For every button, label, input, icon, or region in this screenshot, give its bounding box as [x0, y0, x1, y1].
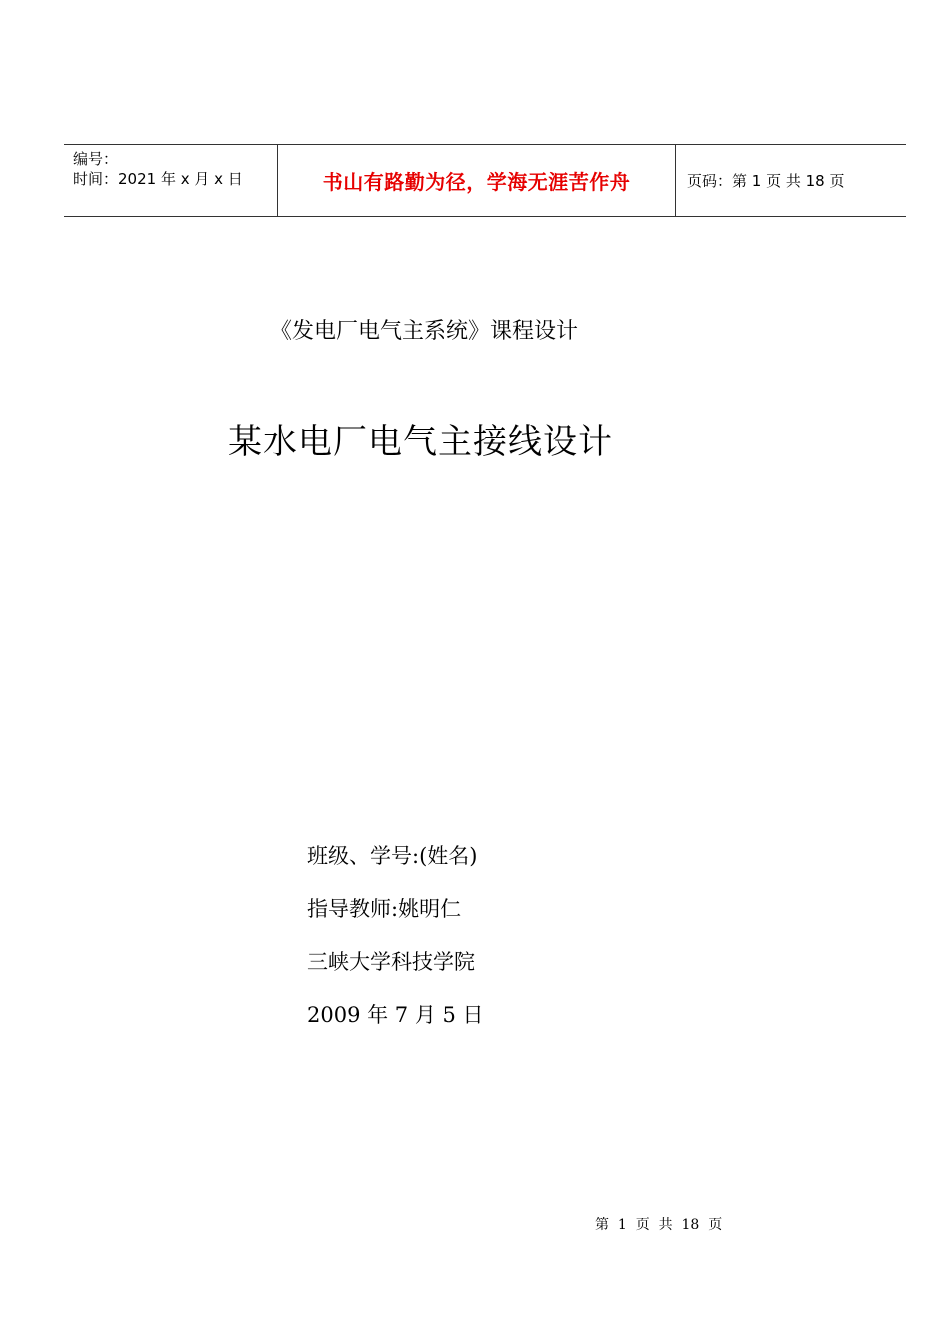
header-meta-cell [64, 145, 278, 216]
page-footer: 第 1 页 共 18 页 [595, 1217, 723, 1233]
header-table [64, 144, 906, 217]
date-line: 2009 年 7 月 5 日 [307, 1003, 484, 1027]
serial-label: 编号： [73, 150, 119, 168]
header-motto-cell [278, 145, 676, 216]
header-page-cell [676, 145, 906, 216]
course-title: 《发电厂电气主系统》课程设计 [270, 319, 579, 344]
class-line: 班级、学号:(姓名) [307, 844, 478, 868]
school-line: 三峡大学科技学院 [307, 950, 475, 974]
motto-text: 书山有路勤为径，学海无涯苦作舟 [322, 170, 631, 194]
time-label: 时间：2021 年 x 月 x 日 [73, 170, 243, 188]
advisor-line: 指导教师:姚明仁 [307, 897, 462, 921]
page-info: 页码：第 1 页 共 18 页 [687, 172, 845, 190]
main-title: 某水电厂电气主接线设计 [228, 422, 613, 462]
info-block [307, 843, 484, 1055]
